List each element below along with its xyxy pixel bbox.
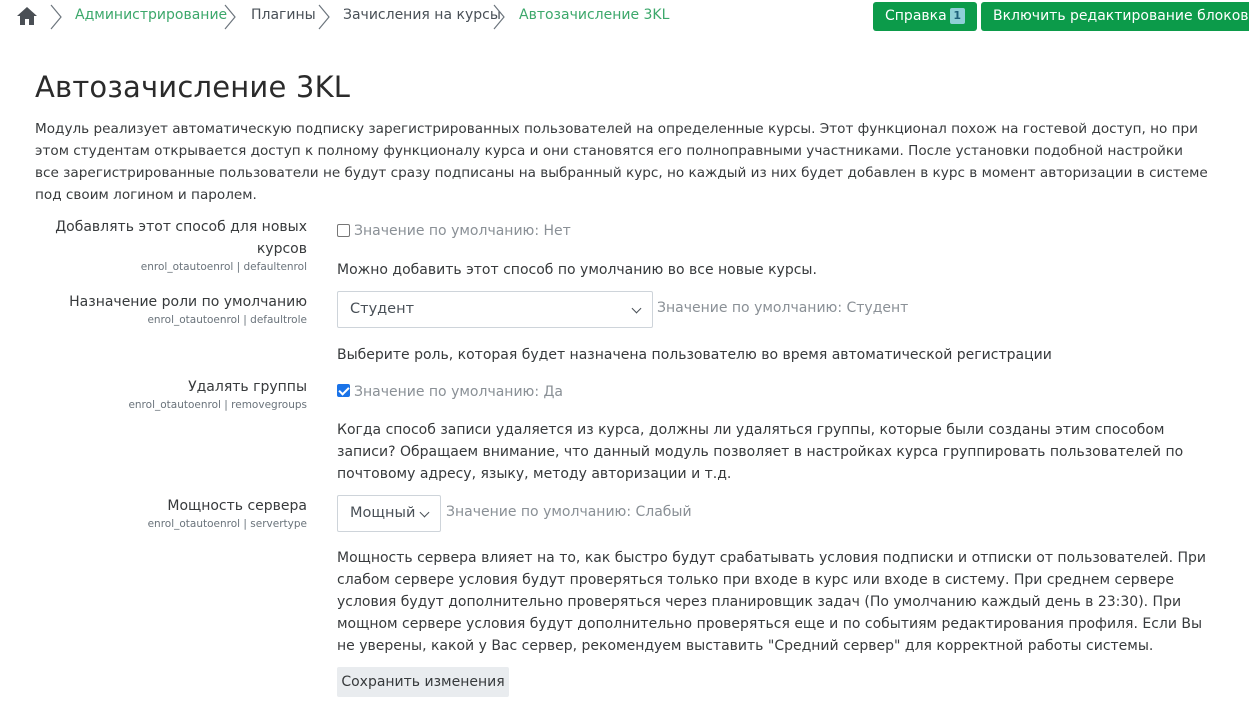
setting-key: enrol_otautoenrol | defaultrole bbox=[147, 314, 307, 326]
help-count-badge: 1 bbox=[950, 8, 965, 24]
setting-defaultrole-label bbox=[47, 291, 307, 327]
help-label: Справка bbox=[885, 8, 947, 24]
removegroups-description: Когда способ записи удаляется из курса, должны ли удаляться группы, которые были созданы этим способом записи? Обращаем внимание, что данный модуль позволяет в настройках курса группировать пользователей по почтовому адресу, языку, методу авторизации и т.д. bbox=[337, 422, 1184, 482]
setting-key: enrol_otautoenrol | removegroups bbox=[128, 399, 307, 411]
setting-title: Удалять группы bbox=[188, 379, 307, 395]
servertype-default: Значение по умолчанию: Слабый bbox=[446, 504, 692, 520]
defaultrole-description: Выберите роль, которая будет назначена пользователю во время автоматической регистрации bbox=[337, 347, 1052, 363]
defaultenrol-default: Значение по умолчанию: Нет bbox=[354, 223, 571, 239]
top-bar bbox=[0, 0, 1249, 36]
chevron-right-icon bbox=[222, 3, 238, 31]
page-intro: Модуль реализует автоматическую подписку зарегистрированных пользователей на определенные курсы. Этот функционал похож на гостевой доступ, но при этом студентам открывается доступ к полному функционалу курса и они становятся его полноправными участниками. После установки подобной настройки все зарегистрированные пользователи не будут сразу подписаны на выбранный курс, но каждый из них будет добавлен в курс в момент авторизации в системе под своим логином и паролем. bbox=[35, 121, 1208, 203]
servertype-select[interactable] bbox=[337, 495, 441, 532]
chevron-right-icon bbox=[316, 3, 332, 31]
setting-title: Назначение роли по умолчанию bbox=[69, 294, 307, 310]
chevron-down-icon bbox=[420, 508, 430, 518]
setting-removegroups-label bbox=[47, 376, 307, 412]
setting-defaultenrol-label bbox=[47, 216, 307, 274]
edit-blocks-button[interactable]: Включить редактирование блоков bbox=[981, 2, 1249, 31]
chevron-right-icon bbox=[48, 3, 64, 31]
setting-title: Добавлять этот способ для новых курсов bbox=[55, 219, 307, 257]
setting-servertype-label bbox=[47, 495, 307, 531]
chevron-right-icon bbox=[491, 3, 507, 31]
defaultrole-default: Значение по умолчанию: Студент bbox=[657, 300, 909, 316]
defaultenrol-description: Можно добавить этот способ по умолчанию во все новые курсы. bbox=[337, 262, 817, 278]
setting-key: enrol_otautoenrol | servertype bbox=[147, 518, 307, 530]
save-changes-button[interactable]: Сохранить изменения bbox=[337, 667, 509, 697]
removegroups-default: Значение по умолчанию: Да bbox=[354, 384, 564, 400]
defaultrole-select[interactable] bbox=[337, 291, 653, 328]
page-title: Автозачисление 3KL bbox=[35, 70, 351, 104]
setting-title: Мощность сервера bbox=[167, 498, 307, 514]
breadcrumb-enrolments[interactable]: Зачисления на курсы bbox=[343, 7, 501, 23]
help-button[interactable] bbox=[873, 2, 977, 31]
defaultrole-select-value: Студент bbox=[350, 301, 415, 317]
home-icon[interactable] bbox=[16, 6, 38, 26]
removegroups-checkbox[interactable] bbox=[337, 384, 350, 397]
breadcrumb-administration[interactable]: Администрирование bbox=[75, 7, 228, 23]
breadcrumb-plugins[interactable]: Плагины bbox=[251, 7, 316, 23]
servertype-select-value: Мощный bbox=[350, 505, 416, 521]
setting-key: enrol_otautoenrol | defaultenrol bbox=[140, 261, 307, 273]
chevron-down-icon bbox=[632, 304, 642, 314]
breadcrumb-current: Автозачисление 3KL bbox=[519, 7, 670, 23]
defaultenrol-checkbox[interactable] bbox=[337, 224, 350, 237]
servertype-description: Мощность сервера влияет на то, как быстро будут срабатывать условия подписки и отписки от пользователей. При слабом сервере условия будут проверяться только при входе в курс или входе в систему. При среднем сервере условия будут дополнительно проверяться через планировщик задач (По умолчанию каждый день в 23:30). При мощном сервере условия будут дополнительно проверяться еще и по событиям редактирования профиля. Если Вы не уверены, какой у Вас сервер, рекомендуем выставить "Средний сервер" для корректной работы системы. bbox=[337, 550, 1207, 654]
